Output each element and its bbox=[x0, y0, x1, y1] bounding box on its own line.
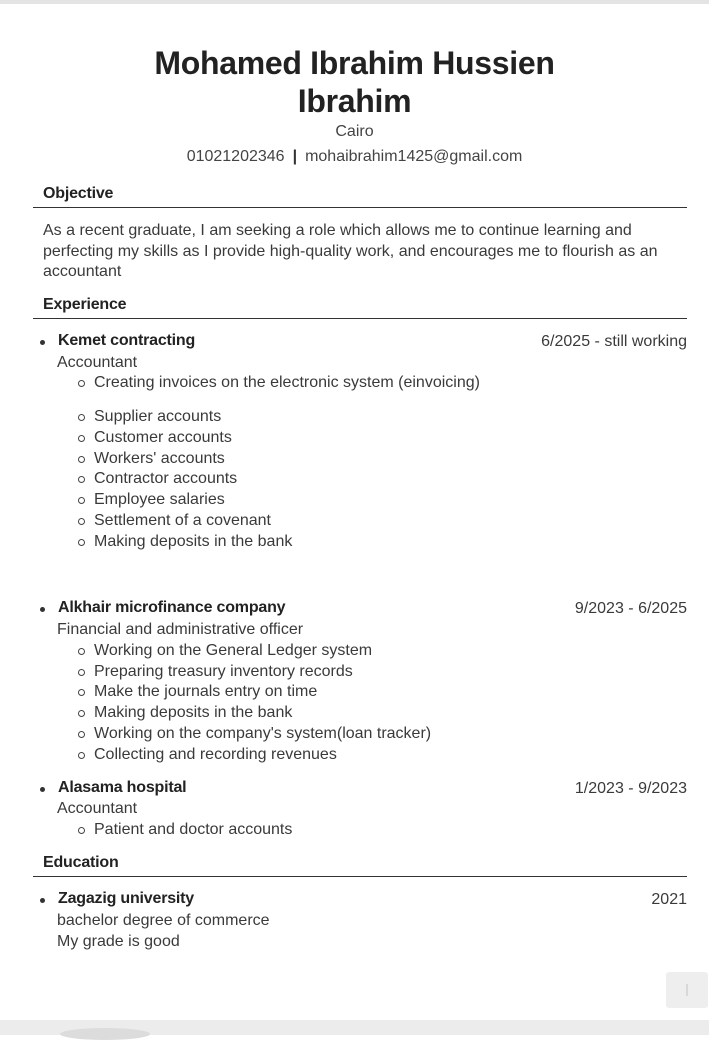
city: Cairo bbox=[335, 123, 374, 140]
candidate-name-line1: Mohamed Ibrahim Hussien bbox=[154, 45, 555, 81]
job-role: Accountant bbox=[57, 800, 138, 817]
objective-heading: Objective bbox=[43, 185, 114, 202]
circle-bullet-icon bbox=[78, 539, 85, 546]
contact-line bbox=[0, 148, 709, 166]
section-divider bbox=[33, 318, 687, 319]
duty-text: Making deposits in the bank bbox=[94, 704, 293, 721]
education-year: 2021 bbox=[651, 891, 687, 908]
objective-text: As a recent graduate, I am seeking a role which allows me to continue learning and perfecting my skills as I provide high-quality work, and encourages me to flourish as an accountant bbox=[43, 222, 658, 281]
duty-text: Making deposits in the bank bbox=[94, 533, 293, 550]
duty-text: Customer accounts bbox=[94, 429, 232, 446]
bottom-handle bbox=[60, 1028, 150, 1040]
duty-text: Make the journals entry on time bbox=[94, 683, 318, 700]
job-company: Alasama hospital bbox=[58, 779, 187, 796]
duty-text: Employee salaries bbox=[94, 491, 225, 508]
duty-text: Workers' accounts bbox=[94, 450, 225, 467]
duty-text: Patient and doctor accounts bbox=[94, 821, 293, 838]
job-company: Alkhair microfinance company bbox=[58, 599, 286, 616]
circle-bullet-icon bbox=[78, 456, 85, 463]
circle-bullet-icon bbox=[78, 752, 85, 759]
job-bullet bbox=[40, 340, 45, 345]
scroll-to-top-button[interactable] bbox=[666, 972, 708, 1008]
contact-separator: | bbox=[292, 148, 298, 165]
arrow-up-icon bbox=[686, 984, 688, 996]
circle-bullet-icon bbox=[78, 435, 85, 442]
email-address[interactable]: mohaibrahim1425@gmail.com bbox=[305, 148, 523, 165]
job-bullet bbox=[40, 787, 45, 792]
job-dates: 9/2023 - 6/2025 bbox=[574, 600, 687, 617]
circle-bullet-icon bbox=[78, 669, 85, 676]
circle-bullet-icon bbox=[78, 380, 85, 387]
section-divider bbox=[33, 876, 687, 877]
duty-text: Contractor accounts bbox=[94, 470, 238, 487]
candidate-name-line2: Ibrahim bbox=[297, 83, 412, 119]
duty-text: Creating invoices on the electronic system (einvoicing) bbox=[94, 374, 480, 391]
circle-bullet-icon bbox=[78, 414, 85, 421]
circle-bullet-icon bbox=[78, 710, 85, 717]
duty-text: Working on the General Ledger system bbox=[94, 642, 373, 659]
circle-bullet-icon bbox=[78, 827, 85, 834]
education-bullet bbox=[40, 898, 45, 903]
job-role: Accountant bbox=[57, 354, 138, 371]
circle-bullet-icon bbox=[78, 518, 85, 525]
circle-bullet-icon bbox=[78, 689, 85, 696]
job-role: Financial and administrative officer bbox=[57, 621, 304, 638]
circle-bullet-icon bbox=[78, 497, 85, 504]
education-degree: bachelor degree of commerce bbox=[57, 912, 270, 929]
circle-bullet-icon bbox=[78, 476, 85, 483]
job-dates: 6/2025 - still working bbox=[541, 333, 687, 350]
education-school: Zagazig university bbox=[58, 890, 194, 907]
duty-text: Working on the company's system(loan tracker) bbox=[94, 725, 432, 742]
circle-bullet-icon bbox=[78, 731, 85, 738]
section-divider bbox=[33, 207, 687, 208]
job-dates: 1/2023 - 9/2023 bbox=[574, 780, 687, 797]
duty-text: Supplier accounts bbox=[94, 408, 222, 425]
education-heading: Education bbox=[43, 854, 119, 871]
duty-text: Preparing treasury inventory records bbox=[94, 663, 353, 680]
duty-text: Settlement of a covenant bbox=[94, 512, 271, 529]
job-bullet bbox=[40, 607, 45, 612]
duty-text: Collecting and recording revenues bbox=[94, 746, 337, 763]
job-company: Kemet contracting bbox=[58, 332, 196, 349]
experience-heading: Experience bbox=[43, 296, 127, 313]
phone-number[interactable]: 01021202346 bbox=[186, 148, 285, 165]
education-note: My grade is good bbox=[57, 933, 180, 950]
circle-bullet-icon bbox=[78, 648, 85, 655]
